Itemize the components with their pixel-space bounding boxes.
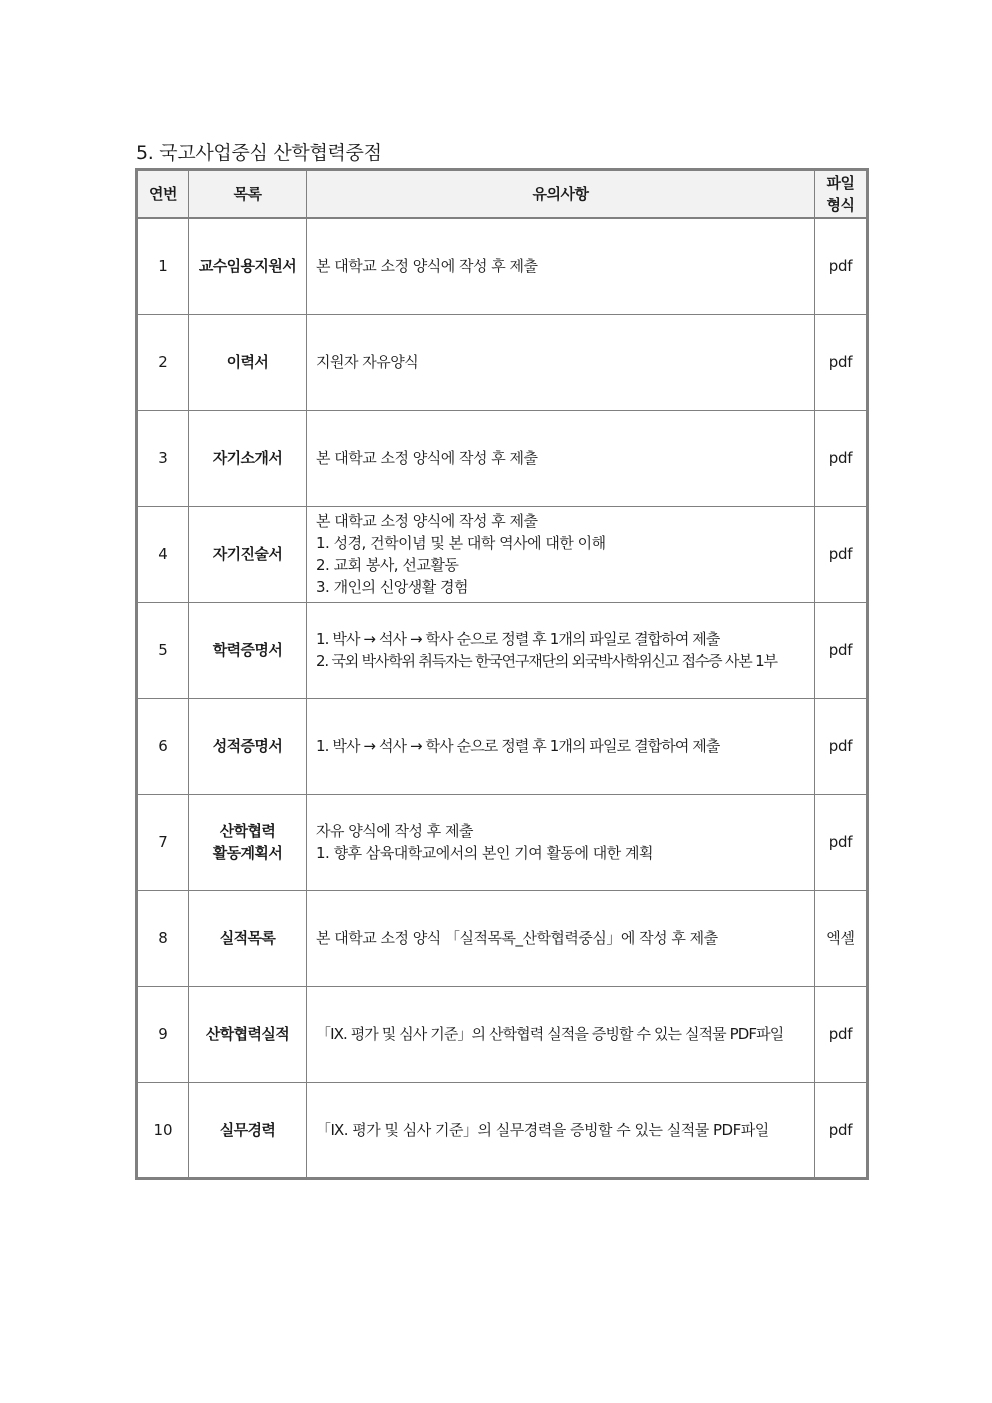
row-notes	[307, 314, 815, 410]
header-format-line1: 파일	[826, 174, 855, 192]
section-title: 5. 국고사업중심 산학협력중점	[136, 142, 382, 164]
row-item-line: 성적증명서	[212, 737, 283, 755]
row-notes-line: 2. 교회 봉사, 선교활동	[316, 556, 459, 574]
table-row	[137, 1082, 868, 1178]
row-no: 2	[137, 314, 189, 410]
row-notes	[307, 410, 815, 506]
row-item-line: 산학협력	[219, 822, 276, 840]
row-notes-line: 본 대학교 소정 양식 「실적목록_산학협력중심」에 작성 후 제출	[316, 929, 718, 947]
row-notes-line: 1. 박사 → 석사 → 학사 순으로 정렬 후 1개의 파일로 결합하여 제출	[316, 737, 720, 755]
row-notes	[307, 794, 815, 890]
document-list-table	[135, 168, 869, 1180]
table-row	[137, 218, 868, 314]
header-notes: 유의사항	[307, 170, 815, 219]
row-notes	[307, 890, 815, 986]
table-row	[137, 314, 868, 410]
table-row	[137, 410, 868, 506]
row-notes-line: 2. 국외 박사학위 취득자는 한국연구재단의 외국박사학위신고 접수증 사본 1부	[316, 652, 777, 670]
row-item	[189, 602, 307, 698]
row-item-line: 자기소개서	[212, 449, 283, 467]
row-notes-line: 지원자 자유양식	[316, 353, 419, 371]
row-no: 3	[137, 410, 189, 506]
header-format-line2: 형식	[826, 196, 855, 214]
row-notes-line: 3. 개인의 신앙생활 경험	[316, 578, 469, 596]
row-item-line: 학력증명서	[212, 641, 283, 659]
row-item	[189, 314, 307, 410]
row-format: pdf	[815, 698, 868, 794]
row-no: 6	[137, 698, 189, 794]
table-row	[137, 602, 868, 698]
row-notes	[307, 1082, 815, 1178]
table-row	[137, 506, 868, 602]
row-item	[189, 890, 307, 986]
header-item: 목록	[189, 170, 307, 219]
header-no: 연번	[137, 170, 189, 219]
row-item-line: 활동계획서	[212, 844, 283, 862]
row-item-line: 이력서	[226, 353, 269, 371]
row-notes-line: 1. 성경, 건학이념 및 본 대학 역사에 대한 이해	[316, 534, 606, 552]
table-row	[137, 794, 868, 890]
row-item-line: 산학협력실적	[205, 1025, 290, 1043]
row-item-line: 실적목록	[219, 929, 276, 947]
row-item	[189, 986, 307, 1082]
row-no: 8	[137, 890, 189, 986]
row-item	[189, 1082, 307, 1178]
row-notes	[307, 698, 815, 794]
table-row	[137, 986, 868, 1082]
row-notes-line: 1. 향후 삼육대학교에서의 본인 기여 활동에 대한 계획	[316, 844, 653, 862]
row-notes	[307, 218, 815, 314]
table-row	[137, 698, 868, 794]
row-notes-line: 본 대학교 소정 양식에 작성 후 제출	[316, 257, 538, 276]
row-no: 9	[137, 986, 189, 1082]
row-notes	[307, 986, 815, 1082]
row-item	[189, 218, 307, 314]
row-format: pdf	[815, 794, 868, 890]
row-item-line: 자기진술서	[212, 545, 283, 563]
row-notes-line: 본 대학교 소정 양식에 작성 후 제출	[316, 512, 538, 530]
table-row	[137, 890, 868, 986]
row-notes-line: 본 대학교 소정 양식에 작성 후 제출	[316, 449, 538, 467]
row-format: pdf	[815, 506, 868, 602]
header-format	[815, 170, 868, 219]
row-notes	[307, 506, 815, 602]
row-format: pdf	[815, 602, 868, 698]
row-notes-line: 「Ⅸ. 평가 및 심사 기준」의 실무경력을 증빙할 수 있는 실적물 PDF파일	[316, 1120, 769, 1139]
row-notes-line: 자유 양식에 작성 후 제출	[316, 822, 473, 840]
row-notes-line: 「Ⅸ. 평가 및 심사 기준」의 산학협력 실적을 증빙할 수 있는 실적물 PDF파일	[316, 1025, 784, 1043]
row-format: 엑셀	[815, 890, 868, 986]
row-format: pdf	[815, 986, 868, 1082]
row-no: 4	[137, 506, 189, 602]
row-item-line: 실무경력	[219, 1120, 276, 1139]
row-item	[189, 506, 307, 602]
row-item	[189, 698, 307, 794]
row-item-line: 교수임용지원서	[198, 257, 297, 276]
row-no: 7	[137, 794, 189, 890]
row-notes-line: 1. 박사 → 석사 → 학사 순으로 정렬 후 1개의 파일로 결합하여 제출	[316, 630, 720, 648]
row-item	[189, 794, 307, 890]
table-header-row	[137, 170, 868, 219]
row-format: pdf	[815, 218, 868, 314]
row-no: 1	[137, 218, 189, 314]
row-format: pdf	[815, 410, 868, 506]
row-item	[189, 410, 307, 506]
row-format: pdf	[815, 314, 868, 410]
row-format: pdf	[815, 1082, 868, 1178]
row-no: 5	[137, 602, 189, 698]
row-notes	[307, 602, 815, 698]
row-no: 10	[137, 1082, 189, 1178]
